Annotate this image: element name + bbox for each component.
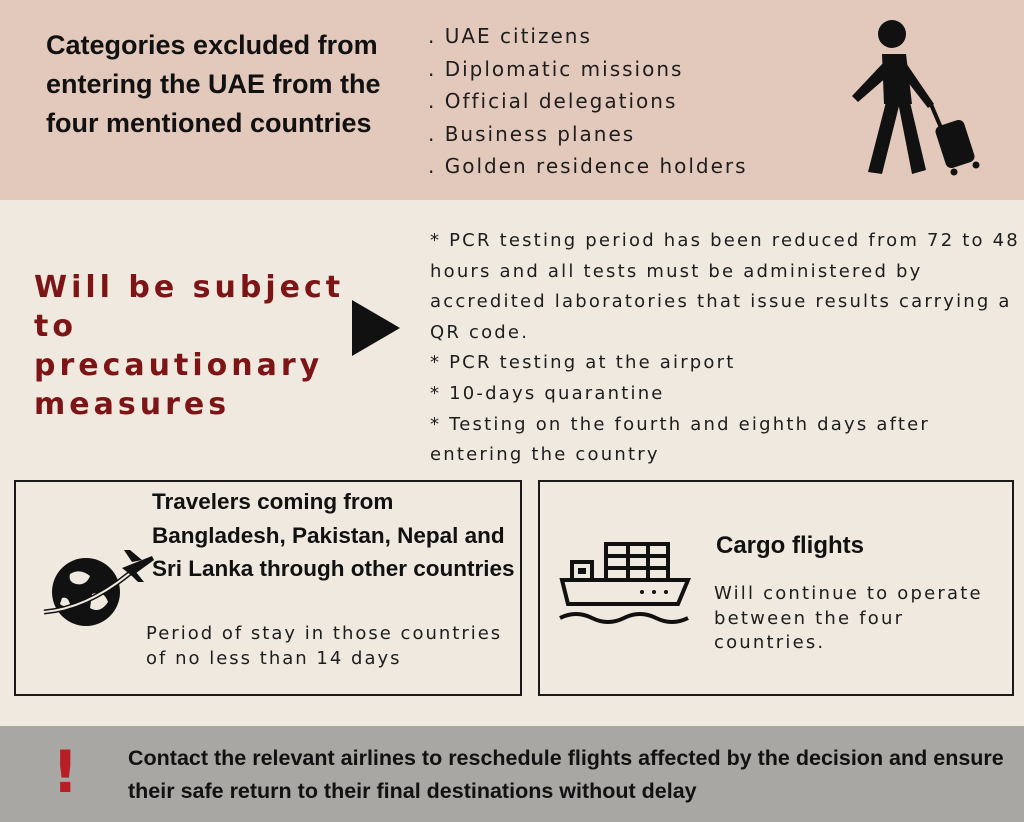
list-item: * PCR testing at the airport <box>430 352 736 374</box>
cargo-title: Cargo flights <box>716 532 864 559</box>
excluded-categories-list <box>428 20 748 183</box>
precautionary-measures-heading: Will be subject to precautionary measures <box>34 270 345 422</box>
play-arrow-icon <box>350 298 402 358</box>
footer-notice <box>0 726 1024 822</box>
travelers-info-box <box>14 480 522 696</box>
excluded-categories-title: Categories excluded from entering the UAE from the four mentioned countries <box>46 30 381 138</box>
list-item: * Testing on the fourth and eighth days after entering the country <box>430 413 930 466</box>
footer-text: Contact the relevant airlines to reschedule flights affected by the decision and ensure their safe return to their final destinations without delay <box>128 746 1004 803</box>
excluded-categories-section <box>0 0 1024 200</box>
list-item: . Diplomatic missions <box>428 56 684 81</box>
list-item: . UAE citizens <box>428 24 592 48</box>
list-item: * 10-days quarantine <box>430 382 665 404</box>
exclamation-icon: ! <box>52 738 79 806</box>
list-item: . Golden residence holders <box>428 154 748 178</box>
list-item: . Business planes <box>428 121 636 146</box>
list-item: * PCR testing period has been reduced from 72 to 48 hours and all tests must be administered by accredited laboratories that issue results carrying a QR code. <box>430 230 1020 343</box>
cargo-info-box <box>538 480 1014 696</box>
precautionary-measures-list <box>430 226 1020 471</box>
globe-plane-icon <box>40 538 154 638</box>
cargo-ship-icon <box>558 540 694 630</box>
stay-period-note: Period of stay in those countries of no less than 14 days <box>146 623 503 669</box>
travelers-title: Travelers coming from Bangladesh, Pakistan, Nepal and Sri Lanka through other countries <box>152 489 515 581</box>
cargo-note: Will continue to operate between the four countries. <box>714 583 983 653</box>
list-item: . Official delegations <box>428 89 678 113</box>
traveler-with-luggage-icon <box>842 18 987 178</box>
